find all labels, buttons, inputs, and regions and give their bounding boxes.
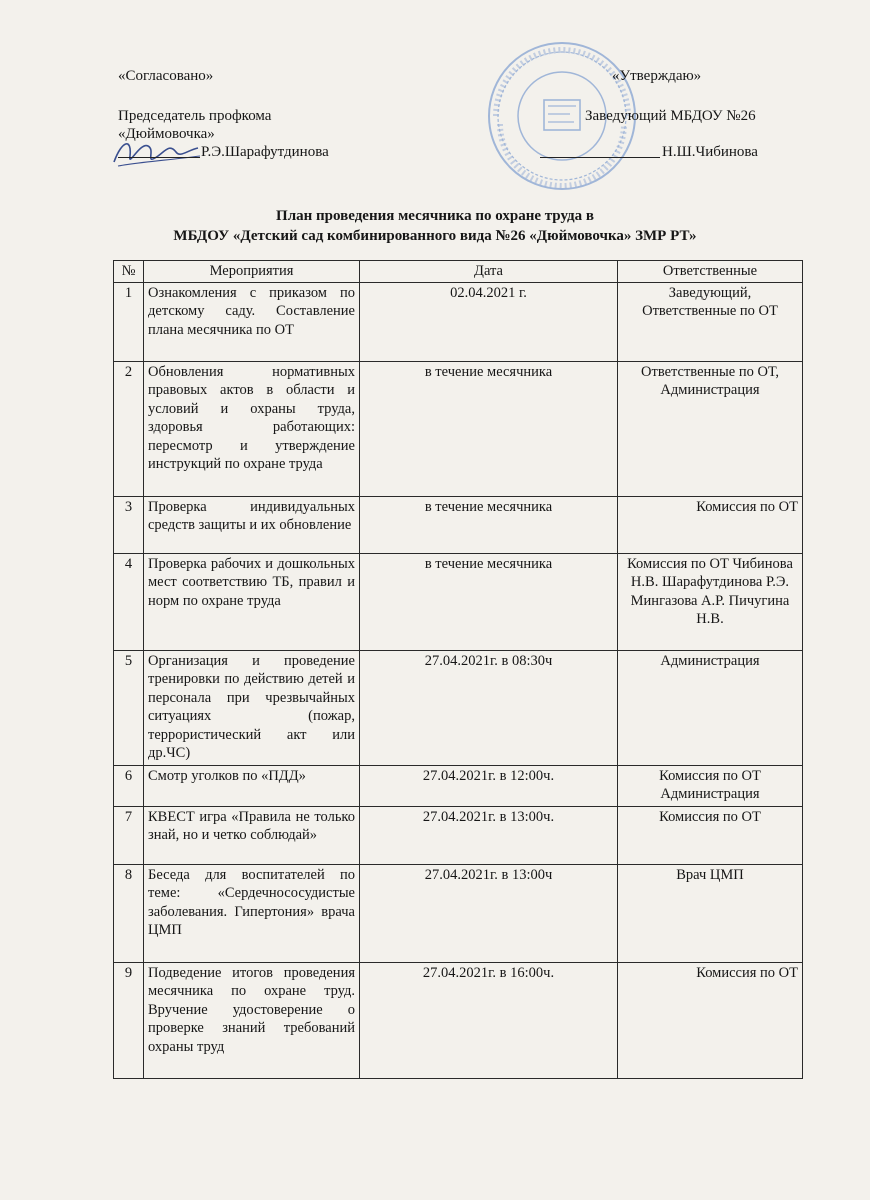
row-number: 1 — [114, 282, 144, 361]
row-date: 27.04.2021г. в 12:00ч. — [360, 765, 618, 806]
row-event: Ознакомления с приказом по детскому саду. Составление плана месячника по ОТ — [144, 282, 360, 361]
left-signature-underline — [118, 143, 200, 158]
row-event: КВЕСТ игра «Правила не только знай, но и четко соблюдай» — [144, 806, 360, 864]
row-responsible: Администрация — [618, 650, 803, 765]
row-responsible: Комиссия по ОТ Администрация — [618, 765, 803, 806]
column-header-number: № — [114, 261, 144, 283]
row-responsible: Заведующий, Ответственные по ОТ — [618, 282, 803, 361]
row-date: 27.04.2021г. в 13:00ч. — [360, 806, 618, 864]
row-date: в течение месячника — [360, 361, 618, 496]
row-date: в течение месячника — [360, 553, 618, 650]
table-row — [114, 553, 803, 650]
row-number: 4 — [114, 553, 144, 650]
row-date: 27.04.2021г. в 13:00ч — [360, 864, 618, 962]
right-signature-name: Н.Ш.Чибинова — [662, 144, 758, 160]
table-row — [114, 806, 803, 864]
row-number: 9 — [114, 962, 144, 1078]
row-date: в течение месячника — [360, 496, 618, 553]
right-approval-label: «Утверждаю» — [612, 68, 702, 84]
left-org: «Дюймовочка» — [118, 126, 215, 142]
row-number: 5 — [114, 650, 144, 765]
column-header-date: Дата — [360, 261, 618, 283]
document-title-line1: План проведения месячника по охране труда в — [276, 208, 594, 224]
right-signature-underline — [540, 143, 660, 158]
left-signature-name: Р.Э.Шарафутдинова — [201, 144, 329, 160]
table-header-row — [114, 261, 803, 283]
row-event: Обновления нормативных правовых актов в области и условий и охраны труда, здоровья работающих: пересмотр и утверждение инструкций по охране труда — [144, 361, 360, 496]
row-number: 8 — [114, 864, 144, 962]
document-title-line2: МБДОУ «Детский сад комбинированного вида №26 «Дюймовочка» ЗМР РТ» — [173, 228, 697, 244]
row-responsible: Комиссия по ОТ — [618, 962, 803, 1078]
table-row — [114, 496, 803, 553]
row-date: 27.04.2021г. в 16:00ч. — [360, 962, 618, 1078]
row-responsible: Комиссия по ОТ — [618, 496, 803, 553]
row-event: Беседа для воспитателей по теме: «Сердечнососудистые заболевания. Гипертония» врача ЦМП — [144, 864, 360, 962]
row-event: Смотр уголков по «ПДД» — [144, 765, 360, 806]
row-date: 02.04.2021 г. — [360, 282, 618, 361]
plan-table — [113, 260, 803, 1079]
row-event: Подведение итогов проведения месячника по охране труд. Вручение удостоверение о проверке знаний требований охраны труд — [144, 962, 360, 1078]
table-row — [114, 650, 803, 765]
left-position: Председатель профкома — [118, 108, 272, 124]
row-event: Проверка рабочих и дошкольных мест соответствию ТБ, правил и норм по охране труда — [144, 553, 360, 650]
row-number: 3 — [114, 496, 144, 553]
left-approval-label: «Согласовано» — [118, 68, 214, 84]
table-row — [114, 361, 803, 496]
column-header-events: Мероприятия — [144, 261, 360, 283]
table-row — [114, 765, 803, 806]
row-event: Организация и проведение тренировки по действию детей и персонала при чрезвычайных ситуациях (пожар, террористический акт или др.ЧС) — [144, 650, 360, 765]
row-number: 7 — [114, 806, 144, 864]
row-responsible: Комиссия по ОТ Чибинова Н.В. Шарафутдинова Р.Э. Мингазова А.Р. Пичугина Н.В. — [618, 553, 803, 650]
row-responsible: Комиссия по ОТ — [618, 806, 803, 864]
row-number: 6 — [114, 765, 144, 806]
row-event: Проверка индивидуальных средств защиты и их обновление — [144, 496, 360, 553]
row-responsible: Врач ЦМП — [618, 864, 803, 962]
row-responsible: Ответственные по ОТ, Администрация — [618, 361, 803, 496]
column-header-responsible: Ответственные — [618, 261, 803, 283]
table-row — [114, 864, 803, 962]
row-date: 27.04.2021г. в 08:30ч — [360, 650, 618, 765]
row-number: 2 — [114, 361, 144, 496]
table-row — [114, 962, 803, 1078]
table-row — [114, 282, 803, 361]
right-position: Заведующий МБДОУ №26 — [585, 108, 756, 124]
